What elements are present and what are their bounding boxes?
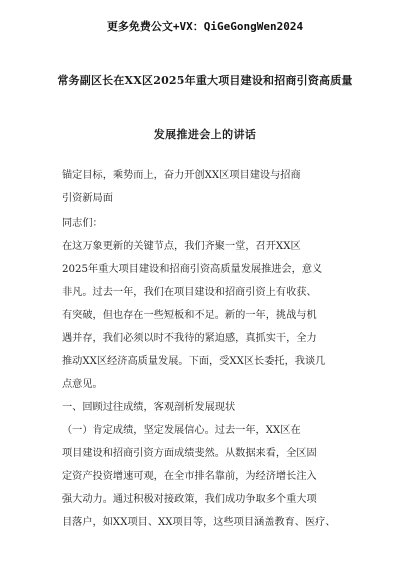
body-line: 引资新局面 — [62, 193, 113, 204]
body-line: 强大动力。通过积极对接政策，我们成功争取多个重大项 — [62, 494, 317, 505]
body-line: 2025年重大项目建设和招商引资高质量发展推进会，意义 — [62, 264, 323, 275]
body-line: 同志们： — [62, 218, 103, 229]
body-line: 项目建设和招商引资方面成绩斐然。从数据来看，全区固 — [62, 448, 317, 459]
body-line: （一）肯定成绩，坚定发展信心。过去一年，XX区在 — [62, 425, 301, 436]
body-line: 点意见。 — [62, 379, 103, 390]
document-body-continued — [62, 212, 362, 534]
section-heading: 一、回顾过往成绩，客观剖析发展现状 — [62, 402, 236, 413]
body-line: 在这万象更新的关键节点，我们齐聚一堂，召开XX区 — [62, 241, 301, 252]
body-line: 有突破，但也存在一些短板和不足。新的一年，挑战与机 — [62, 310, 317, 321]
body-line: 推动XX区经济高质量发展。下面，受XX区长委托，我谈几 — [62, 356, 326, 367]
body-line: 锚定目标，乘势而上，奋力开创XX区项目建设与招商 — [62, 170, 301, 181]
document-body — [62, 164, 362, 210]
body-line: 非凡。过去一年，我们在项目建设和招商引资上有收获、 — [62, 287, 317, 298]
document-title-line-2: 发展推进会上的讲话 — [153, 128, 257, 141]
body-line: 目落户，如XX项目、XX项目等，这些项目涵盖教育、医疗、 — [62, 517, 336, 528]
body-line: 遇并存，我们必须以时不我待的紧迫感，真抓实干，全力 — [62, 333, 317, 344]
watermark-text: 更多免费公文+VX：QiGeGongWen2024 — [106, 20, 304, 33]
body-line: 定资产投资增速可观，在全市排名靠前，为经济增长注入 — [62, 471, 317, 482]
document-title-line-1: 常务副区长在XX区2025年重大项目建设和招商引资高质量 — [57, 74, 353, 87]
